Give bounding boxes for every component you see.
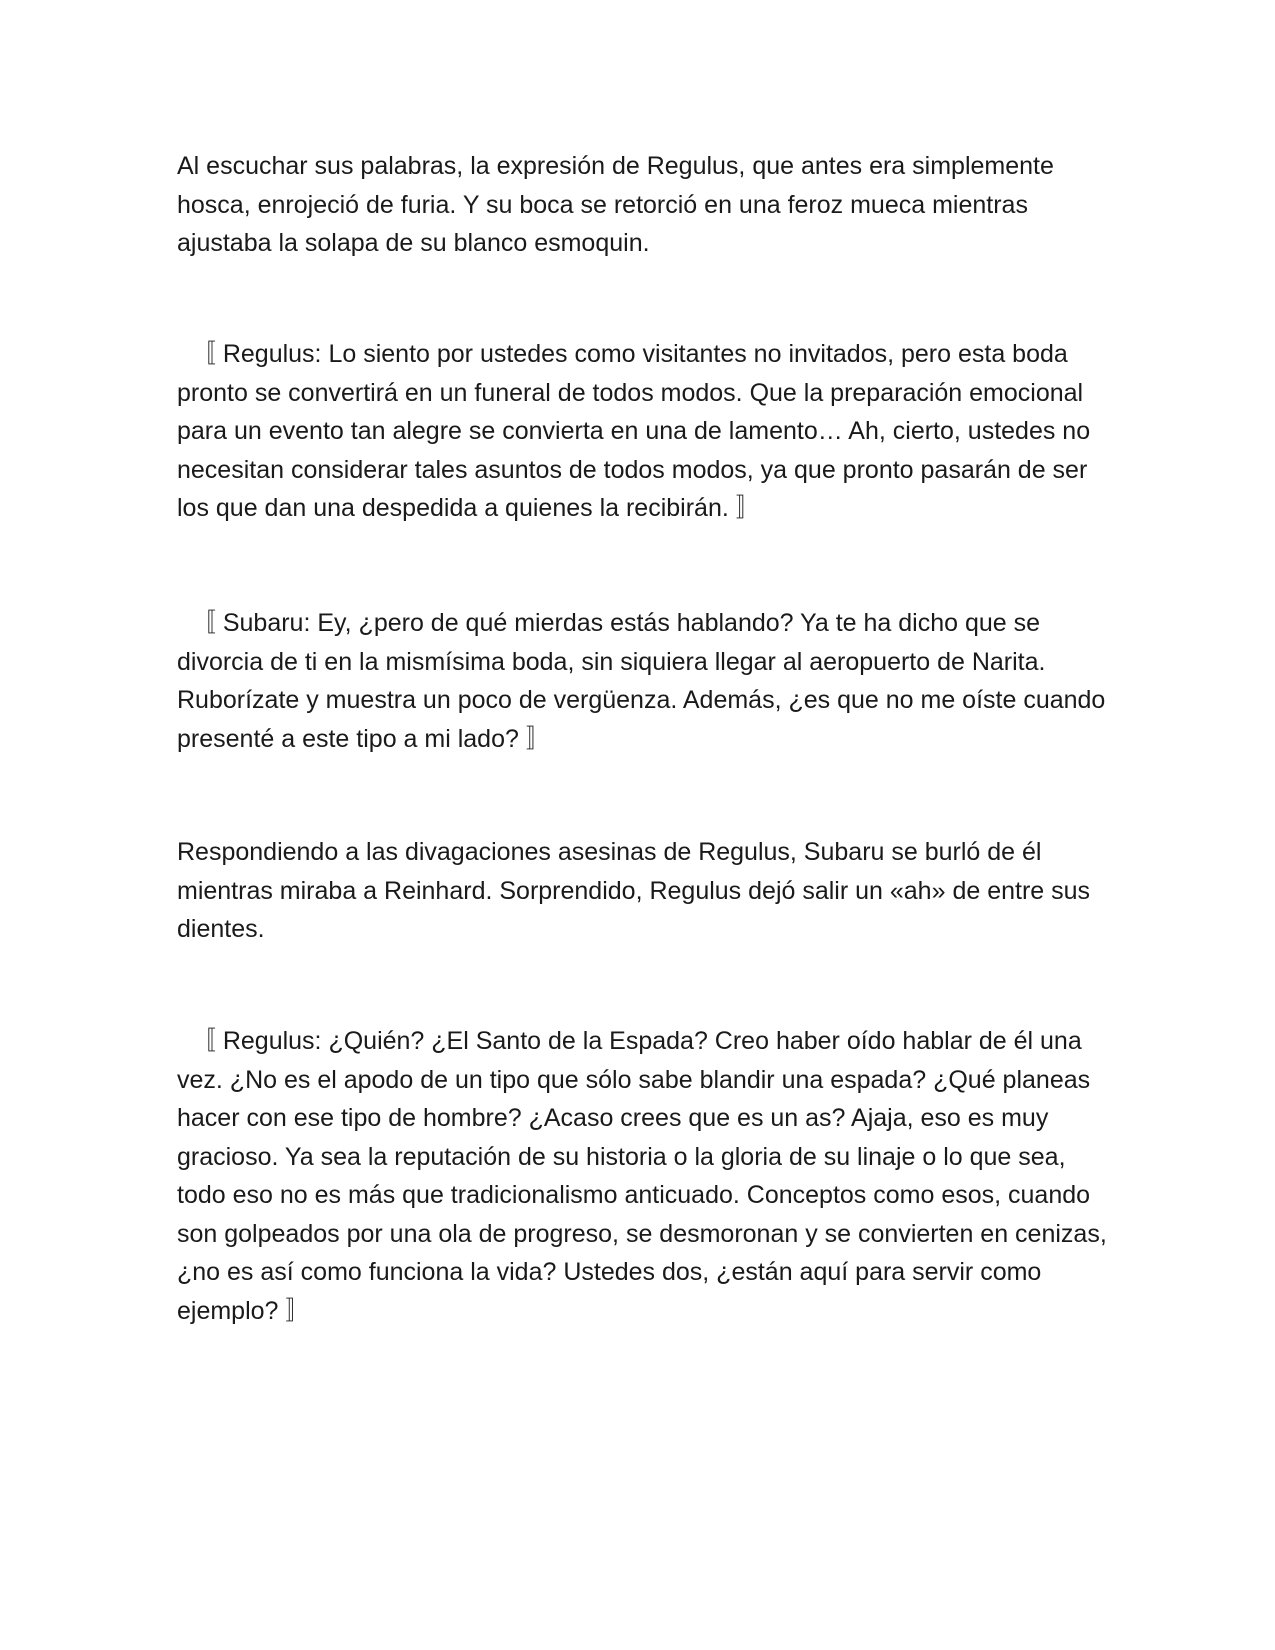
dialogue-paragraph-regulus: 〚 Regulus: ¿Quién? ¿El Santo de la Espada? Creo haber oído hablar de él una vez. ¿No es el apodo de un tipo que sólo sabe blandir una espada? ¿Qué planeas hacer con ese tipo de hombre? ¿Acaso crees que es un as? Ajaja, eso es muy gracioso. Ya sea la reputación de su historia o la gloria de su linaje o lo que sea, todo eso no es más que tradicionalismo anticuado. Conceptos como esos, cuando son golpeados por una ola de progreso, se desmoronan y se convierten en cenizas, ¿no es así como funciona la vida? Ustedes dos, ¿están aquí para servir como ejemplo? 〛	[177, 1027, 1107, 1325]
narration-paragraph: Respondiendo a las divagaciones asesinas de Regulus, Subaru se burló de él mientras miraba a Reinhard. Sorprendido, Regulus dejó salir un «ah» de entre sus dientes.	[177, 838, 1091, 943]
dialogue-paragraph-regulus: 〚 Regulus: Lo siento por ustedes como visitantes no invitados, pero esta boda pronto se convertirá en un funeral de todos modos. Que la preparación emocional para un evento tan alegre se convierta en una de lamento… Ah, cierto, ustedes no necesitan considerar tales asuntos de todos modos, ya que pronto pasarán de ser los que dan una despedida a quienes la recibirán. 〛	[177, 340, 1091, 522]
dialogue-paragraph-subaru: 〚 Subaru: Ey, ¿pero de qué mierdas estás hablando? Ya te ha dicho que se divorcia de ti en la mismísima boda, sin siquiera llegar al aeropuerto de Narita. Ruborízate y muestra un poco de vergüenza. Además, ¿es que no me oíste cuando presenté a este tipo a mi lado? 〛	[177, 609, 1106, 753]
narration-paragraph: Al escuchar sus palabras, la expresión de Regulus, que antes era simplemente hosca, enrojeció de furia. Y su boca se retorció en una feroz mueca mientras ajustaba la solapa de su blanco esmoquin.	[177, 152, 1054, 257]
